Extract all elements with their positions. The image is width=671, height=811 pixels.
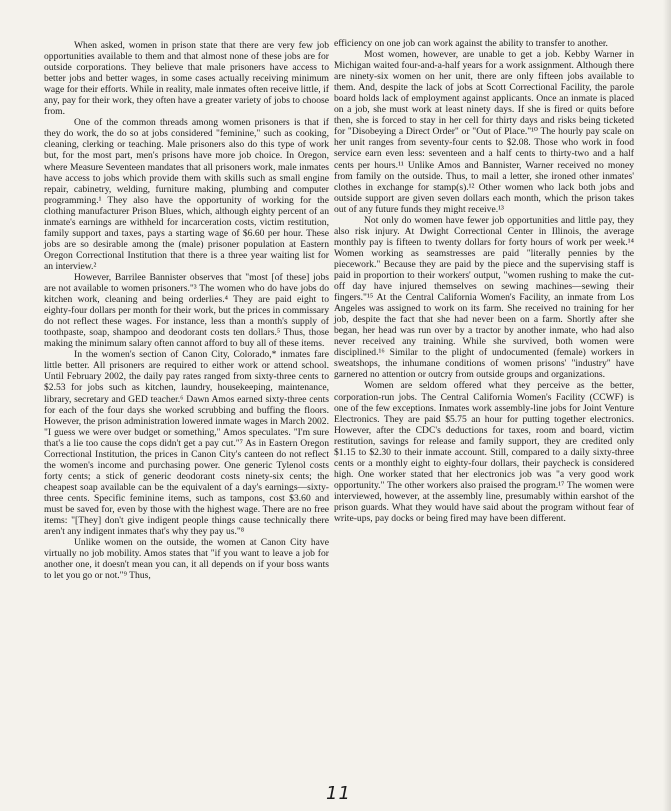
paragraph: Unlike women on the outside, the women at Canon City have virtually no job mobility. Amos states that "if you want to leave a job for another one, it doesn't mean you can, it all depends on if your boss wants to let you go or not."⁹ Thus,	[44, 537, 329, 582]
paragraph: However, Barrilee Bannister observes that "most [of these] jobs are not available to women prisoners."³ The women who do have jobs do kitchen work, cleaning and being orderlies.⁴ They are paid eight to eighty-four dollars per month for their work, but the prices in commissary do not reflect these wages. For instance, less than a month's supply of toothpaste, soap, shampoo and deodorant costs ten dollars.⁵ Thus, those making the minimum salary often cannot afford to buy all of these items.	[44, 271, 329, 350]
left-column	[44, 40, 329, 581]
paragraph: Not only do women have fewer job opportunities and little pay, they also risk injury. At Dwight Correctional Center in Illinois, the average monthly pay is fifteen to twenty dollars for forty hours of work per week.¹⁴ Women working as seamstresses are paid "literally pennies by the piecework." Because they are paid by the piece and the supervising staff is paid in proportion to their workers' output, "women rushing to make the cut-off day have injured themselves on sewing machines—sewing their fingers."¹⁵ At the Central California Women's Facility, an inmate from Los Angeles was assigned to work on its farm. She received no training for her job, despite the fact that she had never been on a farm. Shortly after she began, her head was run over by a tractor by another inmate, who had also never received any training. While she survived, both women were disciplined.¹⁶ Similar to the plight of undocumented (female) workers in sweatshops, the inhumane conditions of women prisons' "industry" have garnered no attention or outcry from outside groups and organizations.	[334, 214, 634, 381]
page-number: 11	[326, 783, 351, 804]
paragraph: In the women's section of Canon City, Colorado,* inmates fare little better. All prisoners are required to either work or attend school. Until February 2002, the daily pay rates ranged from sixty-three cents to $2.53 for jobs such as kitchen, laundry, housekeeping, maintenance, library, secretary and GED teacher.⁶ Dawn Amos earned sixty-three cents for each of the four days she worked scrubbing and buffing the floors. However, the prison administration lowered inmate wages in March 2002. "I guess we were over budget or something," Amos speculates. "I'm sure that's a lie too cause the cops didn't get a pay cut."⁷ As in Eastern Oregon Correctional Institution, the prices in Canon City's canteen do not reflect the women's income and purchasing power. One generic Tylenol costs forty cents; a stick of generic deodorant costs ninety-six cents; the cheapest soap available can be the equivalent of a day's earnings—sixty-three cents. Specific feminine items, such as tampons, cost $3.60 and must be saved for, even by those with the highest wage. There are no free items: "[They] don't give indigent people things cause technically there aren't any indigent inmates that's why they pay us."⁸	[44, 349, 329, 538]
paragraph: Most women, however, are unable to get a job. Kebby Warner in Michigan waited four-and-a-half years for a work assignment. Although there are ninety-six women on her unit, there are only fifteen jobs available to them. And, despite the lack of jobs at Scott Correctional Facility, the parole board holds lack of employment against applicants. Once an inmate is placed on a job, she must work at least ninety days. If she is fired or quits before then, she is forced to stay in her cell for thirty days and risks being ticketed for "Disobeying a Direct Order" or "Out of Place."¹⁰ The hourly pay scale on her unit ranges from seventy-four cents to $2.08. Those who work in food service earn even less: seventeen and a half cents to thirty-two and a half cents per hours.¹¹ Unlike Amos and Bannister, Warner received no money from family on the outside. Thus, to mail a letter, she ironed other inmates' clothes in exchange for stamp(s).¹² Other women who lack both jobs and outside support are given seven dollars each month, which the prison takes out of any future funds they might receive.¹³	[334, 49, 634, 215]
paragraph: When asked, women in prison state that there are very few job opportunities available to them and that almost none of these jobs are for outside corporations. They believe that male prisoners have access to better jobs and better wages, in some cases actually receiving minimum wage for their efforts. While in reality, male inmates often receive little, if any, pay for their work, they often have a greater variety of jobs to choose from.	[44, 40, 329, 118]
paragraph: One of the common threads among women prisoners is that if they do work, the do so at jobs considered "feminine," such as cooking, cleaning, clerking or teaching. Male prisoners also do this type of work but, for the most part, men's prisons have more job choice. In Oregon, where Measure Seventeen mandates that all prisoners work, male inmates have access to jobs which provide them with skills such as small engine repair, cabinetry, welding, furniture making, plumbing and computer programming.¹ They also have the opportunity of working for the clothing manufacturer Prison Blues, which, although eighty percent of an inmate's earnings are withheld for incarceration costs, victim restitution, family support and taxes, pays a starting wage of $6.60 per hour. These jobs are so desirable among the (male) prisoner population at Eastern Oregon Correctional Institution that there is a three year waiting list for an interview.²	[44, 117, 329, 272]
paragraph: efficiency on one job can work against the ability to transfer to another.	[334, 38, 608, 49]
right-column	[334, 38, 634, 524]
paragraph: Women are seldom offered what they perceive as the better, corporation-run jobs. The Central California Women's Facility (CCWF) is one of the few exceptions. Inmates work assembly-line jobs for Joint Venture Electronics. They are paid $5.75 an hour for putting together electronics. However, after the CDC's deductions for taxes, room and board, victim restitution, savings for release and family support, they are credited only $1.15 to $2.30 to their inmate account. Still, compared to a daily sixty-three cents or a monthly eight to eighty-four dollars, their paycheck is considered high. One worker stated that her electronics job was "a very good work opportunity." The other workers also praised the program.¹⁷ The women were interviewed, however, at the assembly line, presumably within earshot of the prison guards. What they would have said about the program without fear of write-ups, pay docks or being fired may have been different.	[334, 380, 634, 525]
page-edge-shadow	[663, 0, 671, 811]
